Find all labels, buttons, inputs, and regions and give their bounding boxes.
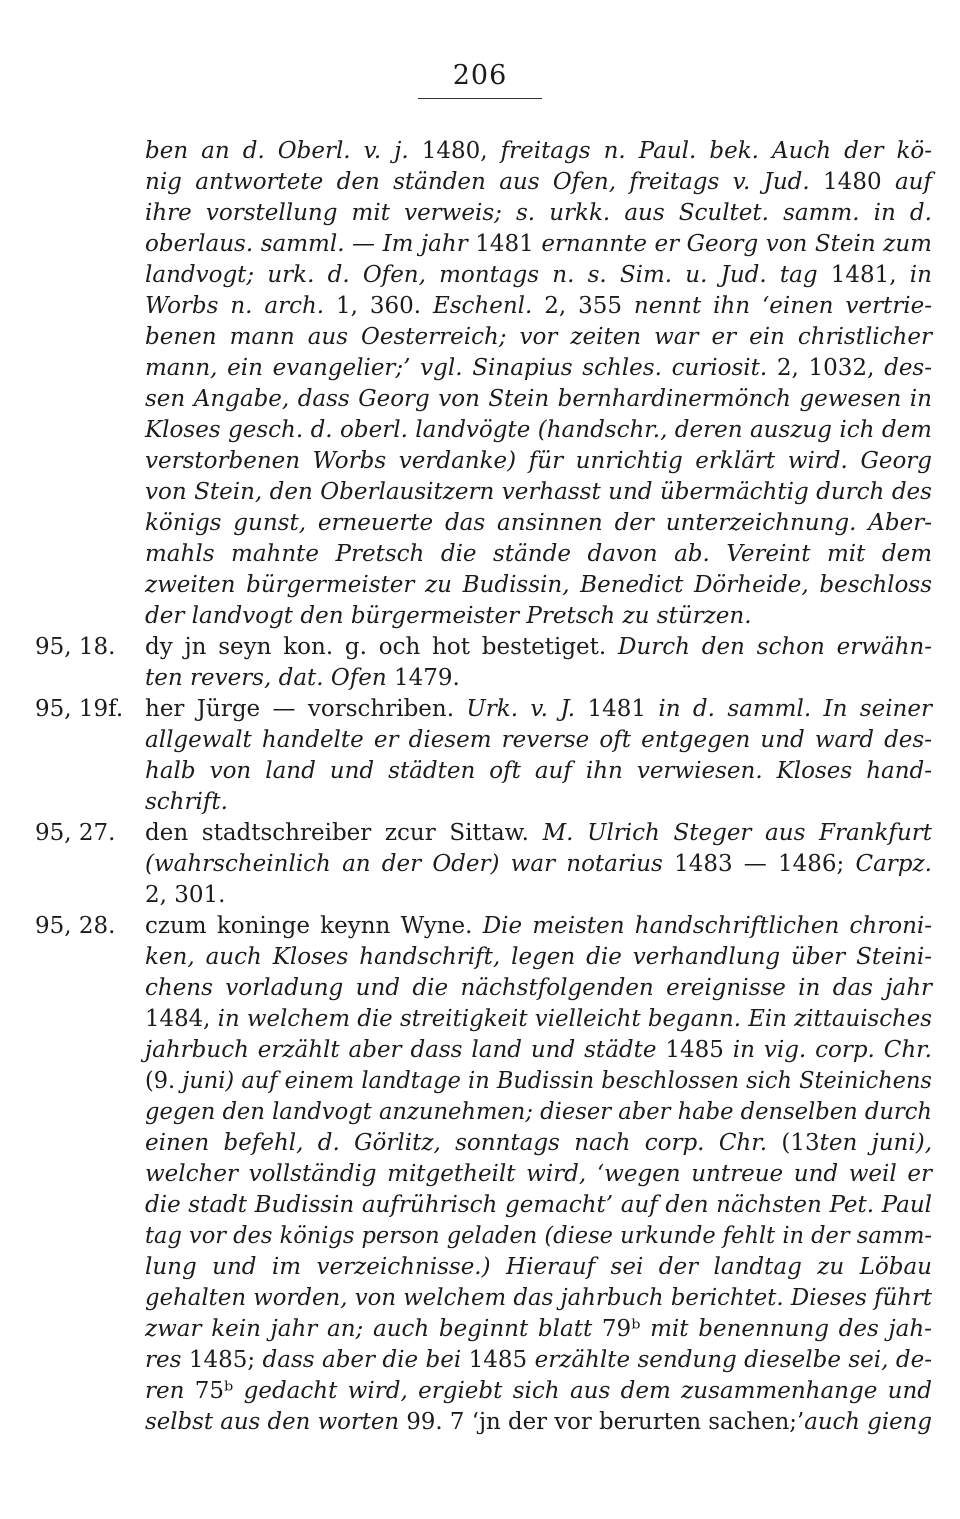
margin-reference: 95, 28. [35,913,116,939]
roman-text: 2, 301. [145,882,226,908]
margin-reference: 95, 19f. [35,696,124,722]
italic-text: sen Angabe, dass Georg von Stein bernhardinermönch gewesen in [145,386,932,412]
text-line [145,1132,932,1155]
text-line [145,698,932,721]
text-line [145,388,932,411]
italic-text: mit benennung des jah- [650,1316,932,1342]
italic-text: der landvogt den bürgermeister Pretsch zu stürzen. [145,603,752,629]
roman-text: 1481 [475,231,542,257]
text-line [145,915,932,938]
roman-text: her Jürge — vorschriben. [145,696,467,722]
text-line [145,1287,932,1310]
italic-text: in d. samml. In seiner [658,696,932,722]
italic-text: des- [884,355,933,381]
text-line [145,202,932,225]
italic-text: gehalten worden, von welchem das jahrbuch berichtet. Dieses führt [145,1285,933,1311]
italic-text: gedacht wird, ergiebt sich aus dem zusammenhange und [243,1378,933,1404]
italic-text: die stadt Budissin aufrührisch gemacht’ auf den nächsten Pet. Paul [145,1192,932,1218]
italic-text: einen befehl, d. Görlitz, sonntags nach corp. Chr. [145,1130,782,1156]
italic-text: zweiten bürgermeister zu Budissin, Benedict Dörheide, beschloss [145,572,932,598]
text-line [145,171,932,194]
italic-text: mahls mahnte Pretsch die stände davon ab. Vereint mit dem [145,541,933,567]
roman-text: 1480 [823,169,895,195]
italic-text: (wahrscheinlich an der Oder) war notarius [145,851,675,877]
italic-text: res [145,1347,189,1373]
text-line [145,636,932,659]
italic-text: in [909,262,932,288]
roman-text: 2, 355 [544,293,634,319]
text-line [145,481,932,504]
roman-text: 1, 360. [336,293,433,319]
roman-text: 1480, [421,138,501,164]
text-line [145,1070,932,1093]
text-line [145,1349,932,1372]
italic-text: mann, ein evangelier;’ vgl. Sinapius schles. curiosit. [145,355,777,381]
italic-text: verstorbenen Worbs verdanke) für unrichtig erklärt wird. Georg [145,448,933,474]
italic-text: oberlaus. samml. — Im jahr [145,231,476,257]
italic-text: jahrbuch erzählt aber dass land und städte [145,1037,666,1063]
roman-text: dy jn seyn kon. g. och hot bestetiget. [145,634,618,660]
roman-text: 1485 [468,1347,535,1373]
text-line [145,264,932,287]
text-line [145,1318,932,1341]
italic-text: ten juni), [819,1130,933,1156]
roman-text: 1485 [665,1037,733,1063]
italic-text: ihre vorstellung mit verweis; s. urkk. aus Scultet. samm. in d. [145,200,932,226]
text-line [145,419,932,442]
italic-text: ben an d. Oberl. v. j. [145,138,422,164]
text-line [145,1194,932,1217]
italic-text: Urk. v. J. [466,696,588,722]
italic-text: nig antwortete den ständen aus Ofen, freitags v. Jud. [145,169,824,195]
italic-text: allgewalt handelte er diesem reverse oft entgegen und ward des- [145,727,932,753]
italic-text: selbst aus den worten [145,1409,407,1435]
italic-text: chens vorladung und die nächstfolgenden ereignisse in das jahr [145,975,933,1001]
text-line [145,1008,932,1031]
text-line [145,295,932,318]
text-line [145,946,932,969]
roman-text: 75ᵇ [194,1378,244,1404]
text-line [145,1411,932,1434]
roman-text: 1481 [587,696,659,722]
italic-text: landvogt; urk. d. Ofen, montags n. s. Sim. u. Jud. tag [145,262,831,288]
text-line [145,822,932,845]
italic-text: tag vor des königs person geladen (diese urkunde fehlt in der samm- [145,1223,933,1249]
margin-reference: 95, 27. [35,820,116,846]
italic-text: Durch den schon erwähn- [618,634,932,660]
roman-text: czum koninge keynn Wyne. [145,913,483,939]
italic-text: schrift. [145,789,228,815]
italic-text: welcher vollständig mitgetheilt wird, ‘wegen untreue und weil er [145,1161,932,1187]
italic-text: auf [894,169,932,195]
roman-text: 1485; [188,1347,263,1373]
text-line [145,543,932,566]
italic-text: Eschenl. [432,293,545,319]
text-line [145,605,752,628]
text-line [145,1256,932,1279]
italic-text: halb von land und städten oft auf ihn verwiesen. Kloses hand- [145,758,933,784]
italic-text: nennt ihn ‘einen vertrie- [633,293,932,319]
roman-text: den stadtschreiber zcur Sittaw. [145,820,543,846]
text-line [145,853,932,876]
italic-text: ernannte er Georg von Stein zum [541,231,932,257]
italic-text: von Stein, den Oberlausitzern verhasst und übermächtig durch des [145,479,932,505]
text-line [145,884,225,907]
page-number: 206 [452,60,508,91]
text-line [145,729,932,752]
text-line [145,512,932,535]
italic-text: Carpz. [855,851,932,877]
roman-text: 1479. [394,665,460,691]
roman-text: 1484, [145,1006,218,1032]
italic-text: ren [145,1378,195,1404]
text-line [145,1163,932,1186]
text-line [145,667,460,690]
italic-text: ten revers, dat. Ofen [145,665,395,691]
roman-text: 99. 7 ‘jn der vor berurten sachen;’ [406,1409,805,1435]
italic-text: zwar kein jahr an; auch beginnt blatt [145,1316,602,1342]
italic-text: juni) auf einem landtage in Budissin beschlossen sich Steinichens [182,1068,932,1094]
italic-text: gegen den landvogt anzunehmen; dieser aber habe denselben durch [145,1099,932,1125]
text-line [145,450,932,473]
text-line [145,1380,932,1403]
roman-text: 1481, [830,262,910,288]
italic-text: auch gieng [804,1409,932,1435]
text-line [145,574,932,597]
margin-reference: 95, 18. [35,634,116,660]
roman-text: 2, 1032, [776,355,885,381]
text-line [145,357,932,380]
italic-text: M. Ulrich Steger aus Frankfurt [542,820,932,846]
text-line [145,791,228,814]
roman-text: 79ᵇ [601,1316,651,1342]
text-line [145,1225,932,1248]
text-line [145,1101,932,1124]
text-line [145,977,932,1000]
text-line [145,1039,932,1062]
roman-text: (9. [145,1068,183,1094]
italic-text: benen mann aus Oesterreich; vor zeiten war er ein christlicher [145,324,932,350]
text-line [145,760,932,783]
italic-text: erzählte sendung dieselbe sei, de- [534,1347,932,1373]
italic-text: königs gunst, erneuerte das ansinnen der unterzeichnung. Aber- [145,510,932,536]
italic-text: Worbs n. arch. [145,293,336,319]
text-line [145,140,932,163]
roman-text: 1483 — 1486; [674,851,856,877]
italic-text: ken, auch Kloses handschrift, legen die verhandlung über Steini- [145,944,932,970]
text-line [145,233,932,256]
italic-text: dass aber die bei [262,1347,469,1373]
italic-text: Kloses gesch. d. oberl. landvögte (handschr., deren auszug ich dem [145,417,932,443]
italic-text: in welchem die streitigkeit vielleicht begann. Ein zittauisches [217,1006,932,1032]
italic-text: lung und im verzeichnisse.) Hierauf sei der landtag zu Löbau [145,1254,932,1280]
text-line [145,326,932,349]
italic-text: in vig. corp. Chr. [732,1037,932,1063]
italic-text: Die meisten handschriftlichen chroni- [482,913,933,939]
italic-text: freitags n. Paul. bek. Auch der kö- [500,138,933,164]
roman-text: (13 [781,1130,820,1156]
